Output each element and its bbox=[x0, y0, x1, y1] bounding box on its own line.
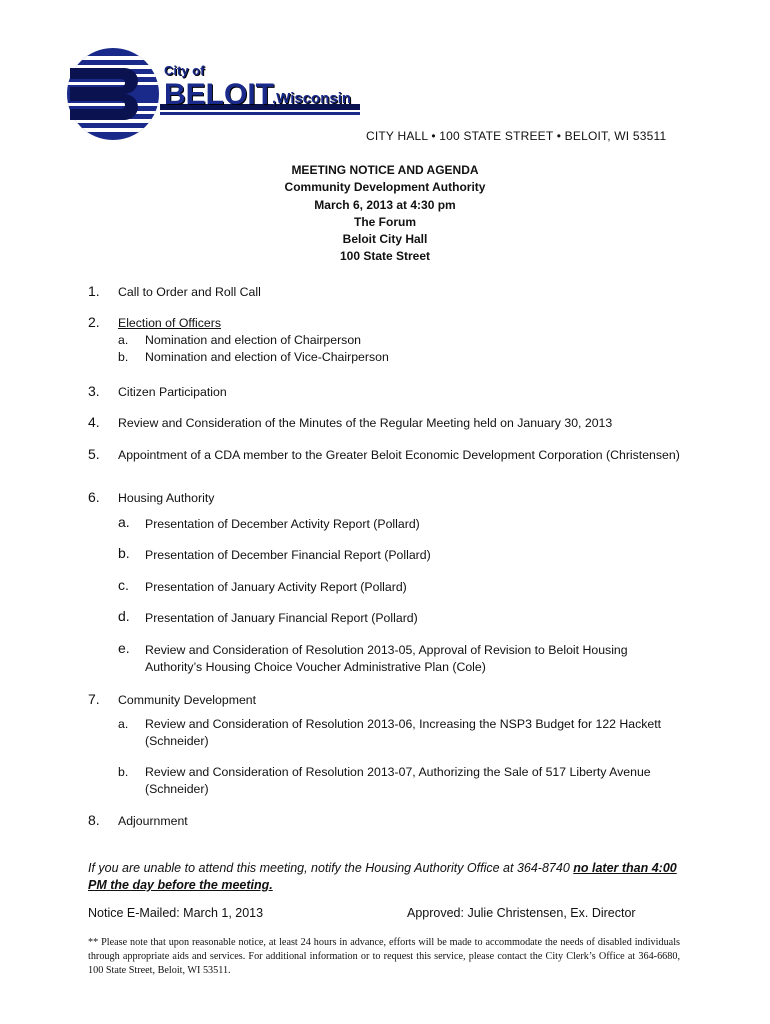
city-logo bbox=[66, 46, 366, 144]
heading-body: Community Development Authority bbox=[284, 180, 486, 195]
subitem-text: Presentation of December Financial Report (Pollard) bbox=[145, 548, 431, 562]
meeting-heading bbox=[0, 162, 770, 266]
agenda-item-text: Adjournment bbox=[118, 814, 188, 828]
agenda-item-text: Call to Order and Roll Call bbox=[118, 285, 261, 299]
subitem-label: a. bbox=[118, 514, 130, 530]
agenda-item-number: 8. bbox=[88, 812, 100, 828]
heading-date: March 6, 2013 at 4:30 pm bbox=[314, 197, 456, 212]
subitem-text: Review and Consideration of Resolution 2013-07, Authorizing the Sale of 517 Liberty Avenue (Schneider) bbox=[145, 765, 651, 796]
agenda-item-number: 2. bbox=[88, 314, 100, 330]
heading-title: MEETING NOTICE AND AGENDA bbox=[291, 163, 479, 177]
accessibility-footnote: ** Please note that upon reasonable notice, at least 24 hours in advance, efforts will be made to accommodate the needs of disabled individuals through appropriate aids and services. For additional information or to request this service, please contact the City Clerk’s Office at 364-6680, 100 State Street, Beloit, WI 53511. bbox=[88, 937, 680, 976]
agenda-item-number: 6. bbox=[88, 489, 100, 505]
agenda-item-text: Appointment of a CDA member to the Greater Beloit Economic Development Corporation (Christensen) bbox=[118, 448, 680, 462]
subitem-text: Presentation of December Activity Report (Pollard) bbox=[145, 517, 420, 531]
subitem-label: a. bbox=[118, 333, 129, 347]
subitem-text: Presentation of January Financial Report (Pollard) bbox=[145, 611, 418, 625]
subitem-label: b. bbox=[118, 350, 129, 364]
subitem-text: Presentation of January Activity Report (Pollard) bbox=[145, 580, 407, 594]
subitem-label: c. bbox=[118, 577, 129, 593]
subitem-label: b. bbox=[118, 545, 130, 561]
subitem-text: Review and Consideration of Resolution 2013-05, Approval of Revision to Beloit Housing Authority’s Housing Choice Voucher Administrative Plan (Cole) bbox=[145, 643, 628, 674]
agenda-item-number: 3. bbox=[88, 383, 100, 399]
subitem-text: Nomination and election of Vice-Chairperson bbox=[145, 350, 389, 364]
approved-by: Approved: Julie Christensen, Ex. Director bbox=[407, 906, 636, 920]
agenda-item-number: 5. bbox=[88, 446, 100, 462]
agenda-item-number: 1. bbox=[88, 283, 100, 299]
subitem-label: e. bbox=[118, 640, 130, 656]
attendance-notice bbox=[88, 860, 680, 894]
notice-text: If you are unable to attend this meeting, notify the Housing Authority Office at 364-8740 bbox=[88, 861, 574, 875]
agenda-item-text: Citizen Participation bbox=[118, 385, 227, 399]
heading-room: The Forum bbox=[354, 214, 416, 229]
logo-beloit-text: BELOIT bbox=[164, 78, 274, 111]
subitem-label: a. bbox=[118, 717, 129, 731]
city-hall-address: CITY HALL • 100 STATE STREET • BELOIT, WI 53511 bbox=[366, 129, 667, 143]
notice-deadline: no later than 4:00 PM the day before the meeting. bbox=[88, 861, 677, 892]
agenda-item-text: Election of Officers bbox=[118, 316, 221, 330]
agenda-item-text: Review and Consideration of the Minutes of the Regular Meeting held on January 30, 2013 bbox=[118, 416, 613, 430]
subitem-label: d. bbox=[118, 608, 130, 624]
logo-wisconsin-text: ,Wisconsin bbox=[272, 90, 352, 107]
subitem-label: b. bbox=[118, 765, 129, 779]
logo-city-of-text: City of bbox=[164, 63, 205, 78]
agenda-item-text: Housing Authority bbox=[118, 491, 215, 505]
agenda-item-number: 7. bbox=[88, 691, 100, 707]
notice-emailed-date: Notice E-Mailed: March 1, 2013 bbox=[88, 906, 264, 920]
heading-building: Beloit City Hall bbox=[342, 232, 428, 247]
agenda-item-text: Community Development bbox=[118, 693, 257, 707]
agenda-item-number: 4. bbox=[88, 414, 100, 430]
subitem-text: Review and Consideration of Resolution 2013-06, Increasing the NSP3 Budget for 122 Hackett (Schneider) bbox=[145, 717, 662, 748]
subitem-text: Nomination and election of Chairperson bbox=[145, 333, 362, 347]
heading-street: 100 State Street bbox=[339, 249, 431, 264]
